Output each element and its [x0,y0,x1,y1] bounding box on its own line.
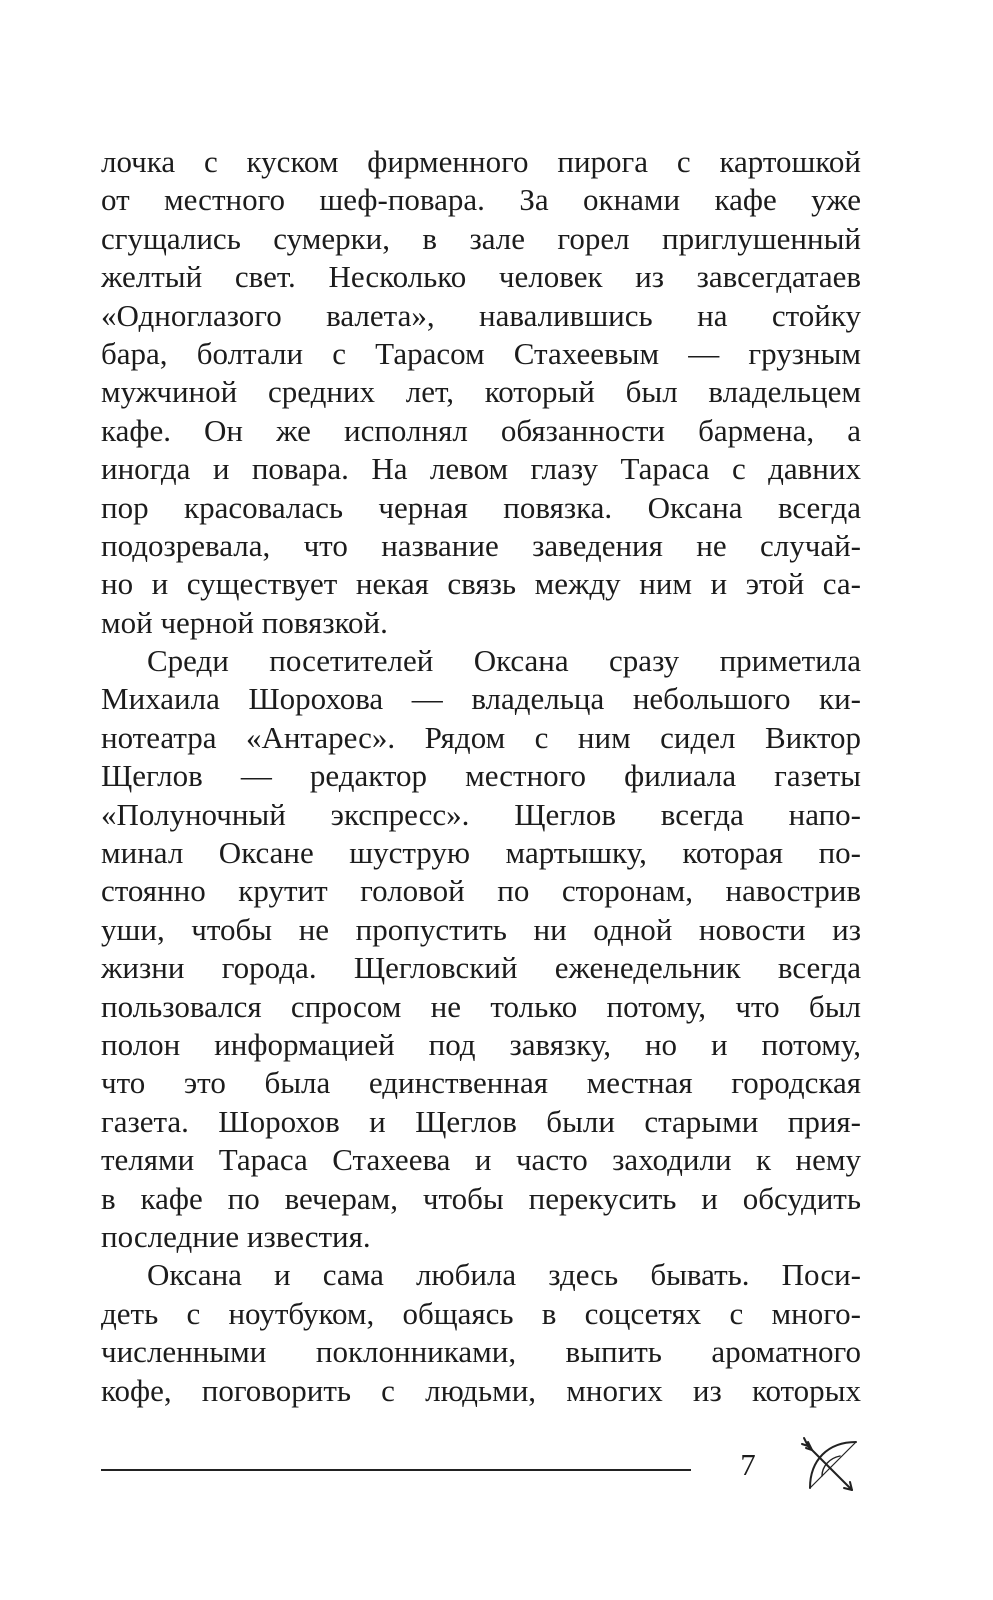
text-line: что это была единственная местная городская [101,1065,861,1101]
text-line: Оксана и сама любила здесь бывать. Поси- [147,1257,861,1293]
text-line: газета. Шорохов и Щеглов были старыми прия- [101,1103,861,1139]
text-line: Среди посетителей Оксана сразу приметила [147,643,861,679]
text-line: Михаила Шорохова — владельца небольшого ки- [101,681,861,717]
text-line: деть с ноутбуком, общаясь в соцсетях с много- [101,1295,861,1331]
text-line: лочка с куском фирменного пирога с картошкой [101,144,861,179]
text-line: в кафе по вечерам, чтобы перекусить и обсудить [101,1180,861,1216]
page-number: 7 [740,1447,756,1482]
text-line: сгущались сумерки, в зале горел приглушенный [101,220,861,256]
text-line: пор красовалась черная повязка. Оксана всегда [101,489,861,525]
footer-rule [101,1469,691,1471]
text-line: кофе, поговорить с людьми, многих из которых [101,1372,861,1408]
text-line: жизни города. Щегловский еженедельник всегда [101,950,861,986]
text-line: подозревала, что название заведения не случай- [101,527,861,563]
text-line: иногда и повара. На левом глазу Тараса с давних [101,451,861,487]
text-line: бара, болтали с Тарасом Стахеевым — грузным [101,335,861,371]
text-line: телями Тараса Стахеева и часто заходили к нему [101,1142,861,1178]
text-line: желтый свет. Несколько человек из завсегдатаев [101,259,861,295]
text-line: минал Оксане шуструю мартышку, которая по- [101,835,861,871]
text-line: мой черной повязкой. [101,604,388,640]
text-line: нотеатра «Антарес». Рядом с ним сидел Виктор [101,719,861,755]
body-text [101,143,861,1410]
text-line: «Одноглазого валета», навалившись на стойку [101,297,861,333]
text-line: стоянно крутит головой по сторонам, навострив [101,873,861,909]
text-line: кафе. Он же исполнял обязанности бармена, а [101,412,861,448]
text-line: уши, чтобы не пропустить ни одной новости из [101,911,861,947]
text-line: Щеглов — редактор местного филиала газеты [101,758,861,794]
text-line: мужчиной средних лет, который был владельцем [101,374,861,410]
text-line: полон информацией под завязку, но и потому, [101,1026,861,1062]
text-line: от местного шеф-повара. За окнами кафе уже [101,182,861,218]
text-line: последние известия. [101,1218,371,1254]
text-line: но и существует некая связь между ним и этой са- [101,566,861,602]
text-line: численными поклонниками, выпить ароматного [101,1334,861,1370]
text-line: пользовался спросом не только потому, что был [101,988,861,1024]
text-line: «Полуночный экспресс». Щеглов всегда напо- [101,796,861,832]
bow-and-arrow-icon [800,1432,866,1500]
